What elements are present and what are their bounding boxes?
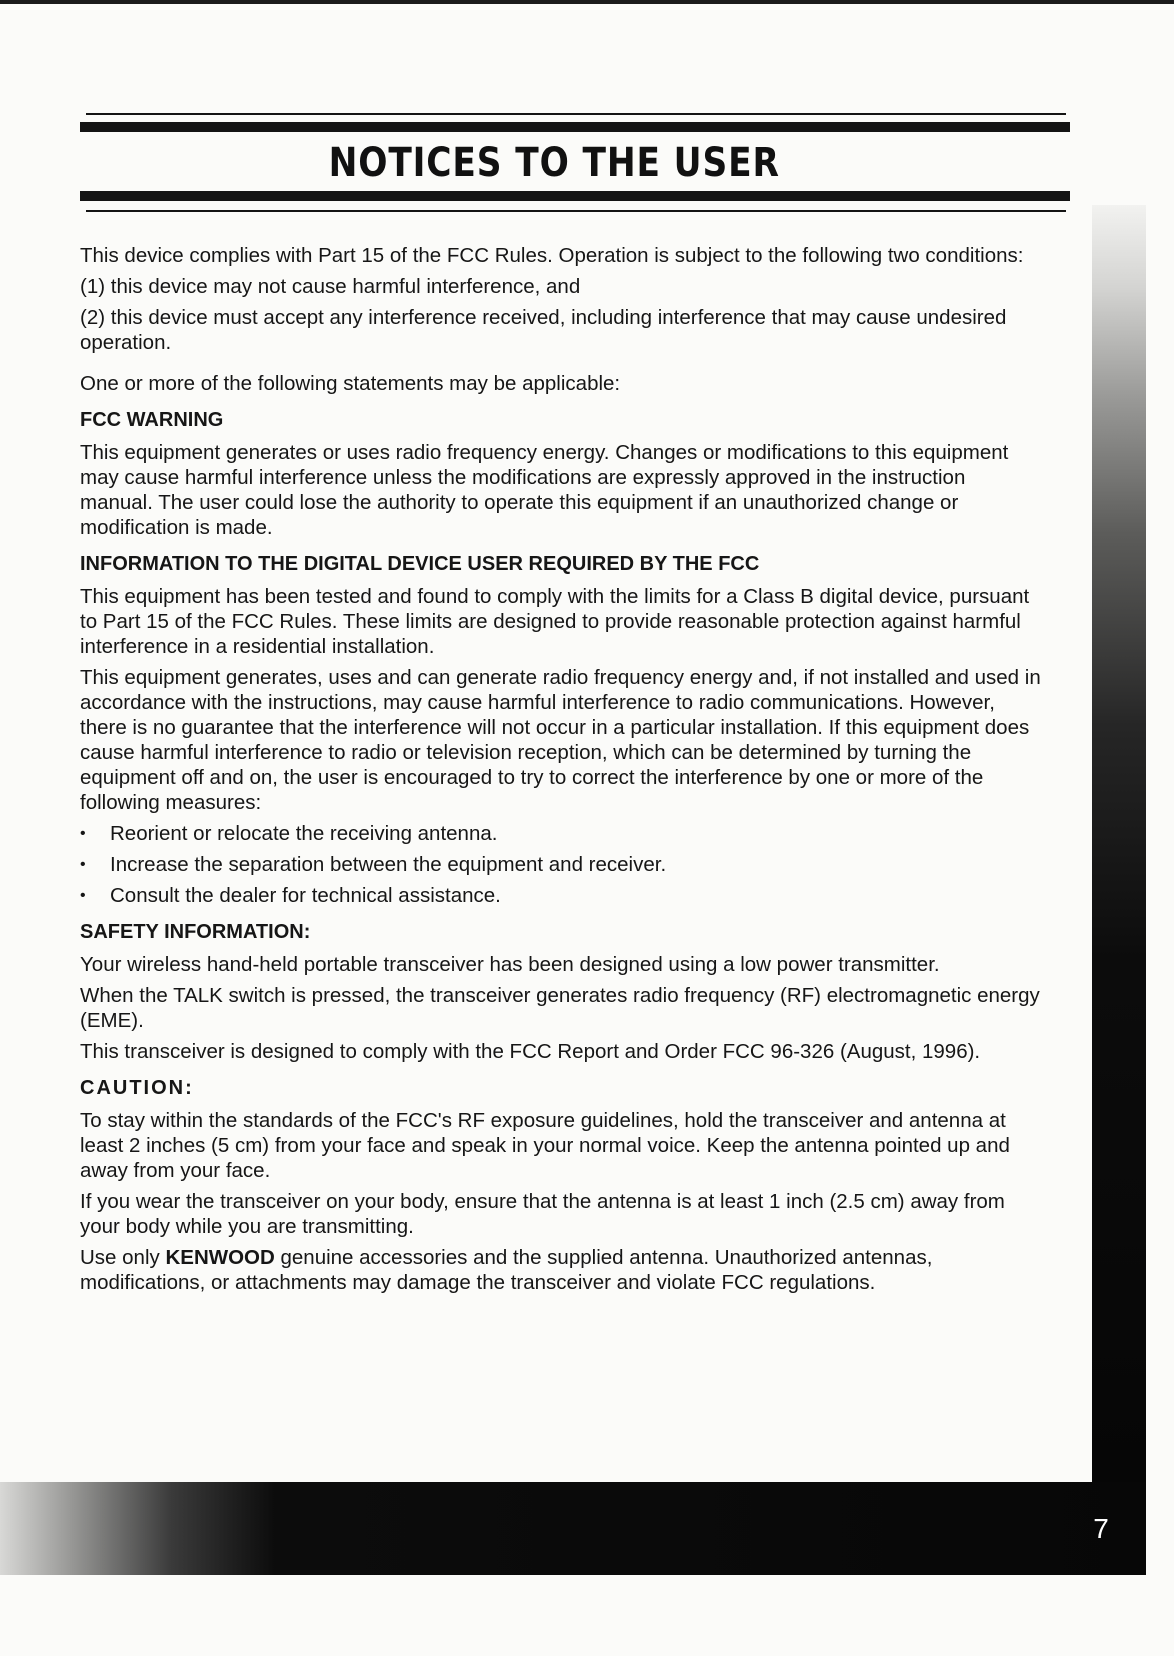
caution-para-2: If you wear the transceiver on your body, ensure that the antenna is at least 1 inch (2.5 cm) away from your body while you are transmitting. [80,1190,1005,1238]
caution-para-3 [80,1245,1042,1295]
measure-item: • Increase the separation between the equipment and receiver. [80,852,1042,877]
page-title: NOTICES TO THE USER [328,140,780,186]
measures-list [80,821,1042,908]
measure-item: • Reorient or relocate the receiving antenna. [80,821,1042,846]
condition-2: (2) this device must accept any interference received, including interference that may cause undesired operation. [80,306,1007,354]
caution-heading: CAUTION: [80,1077,194,1099]
caution-para-3-prefix: Use only [80,1246,160,1269]
title-rule-top-thick [80,122,1070,132]
notice-content [80,243,1042,1301]
digital-device-para-1: This equipment has been tested and found to comply with the limits for a Class B digital device, pursuant to Part 15 of the FCC Rules. These limits are designed to provide reasonable protection against harmful interference in a residential installation. [80,585,1030,658]
brand-name: KENWOOD [165,1246,275,1269]
title-rule-top-thin [86,113,1066,115]
fcc-warning-body: This equipment generates or uses radio frequency energy. Changes or modifications to this equipment may cause harmful interference unless the modifications are expressly approved in the instruction manual. The user could lose the authority to operate this equipment if an unauthorized change or modification is made. [80,441,1009,539]
safety-para-1: Your wireless hand-held portable transceiver has been designed using a low power transmitter. [80,953,940,976]
digital-device-heading: INFORMATION TO THE DIGITAL DEVICE USER REQUIRED BY THE FCC [80,553,760,575]
page-number: 7 [1093,1513,1109,1544]
page-edge-tab-strip [1092,205,1146,1575]
safety-para-3: This transceiver is designed to comply with the FCC Report and Order FCC 96-326 (August, 1996). [80,1040,981,1063]
fcc-warning-heading: FCC WARNING [80,409,224,431]
title-rule-bottom-thick [80,191,1070,201]
footer-band [0,1482,1146,1575]
caution-para-1: To stay within the standards of the FCC's RF exposure guidelines, hold the transceiver and antenna at least 2 inches (5 cm) from your face and speak in your normal voice. Keep the antenna pointed up and away from your face. [80,1109,1010,1182]
safety-para-2: When the TALK switch is pressed, the transceiver generates radio frequency (RF) electromagnetic energy (EME). [80,984,1040,1032]
compliance-statement: This device complies with Part 15 of the FCC Rules. Operation is subject to the following two conditions: [80,244,1024,267]
applicable-statement: One or more of the following statements may be applicable: [80,372,621,395]
caution-para-3-suffix: genuine accessories and the supplied antenna. Unauthorized antennas, modifications, or attachments may damage the transceiver and violate FCC regulations. [80,1246,933,1294]
measure-item: • Consult the dealer for technical assistance. [80,883,1042,908]
title-rule-bottom-thin [86,210,1066,212]
condition-1: (1) this device may not cause harmful interference, and [80,275,581,298]
page-top-edge [0,0,1174,4]
safety-heading: SAFETY INFORMATION: [80,921,311,943]
digital-device-para-2: This equipment generates, uses and can generate radio frequency energy and, if not installed and used in accordance with the instructions, may cause harmful interference to radio communications. However, there is no guarantee that the interference will not occur in a particular installation. If this equipment does cause harmful interference to radio or television reception, which can be determined by turning the equipment off and on, the user is encouraged to try to correct the interference by one or more of the following measures: [80,666,1041,814]
